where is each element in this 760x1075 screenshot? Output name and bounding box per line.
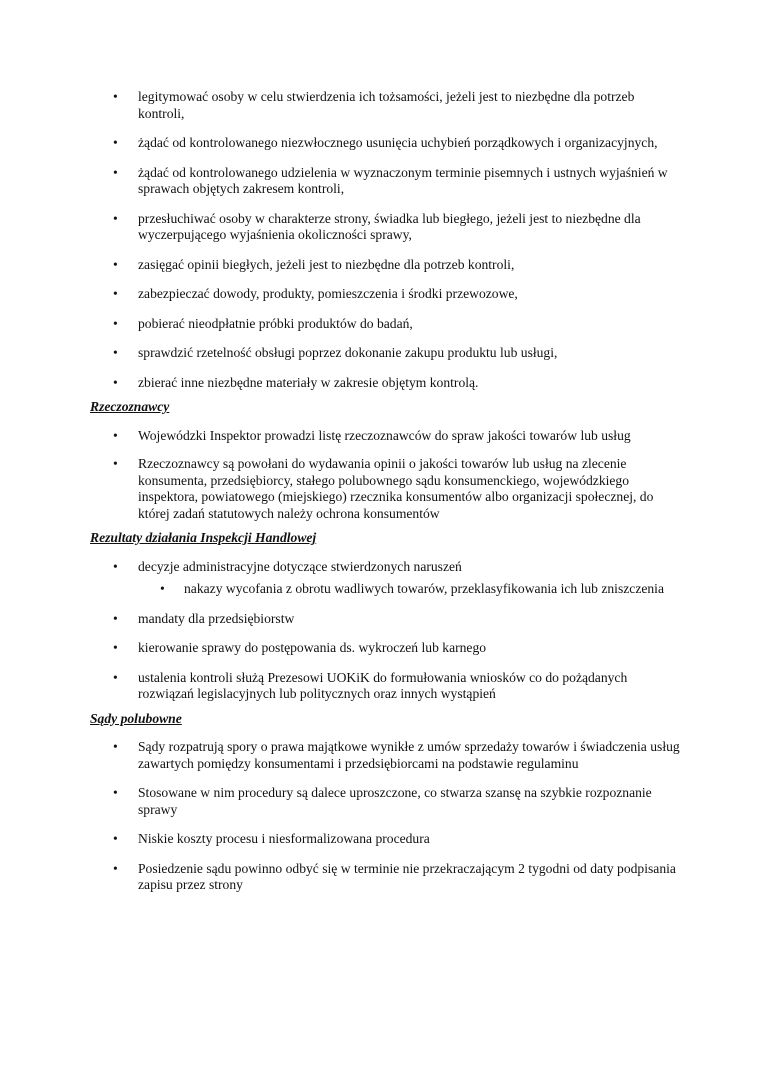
bullet-icon: • (113, 315, 118, 331)
list-item (90, 316, 680, 333)
list-item (90, 89, 680, 122)
bullet-icon: • (113, 210, 118, 226)
document-content (90, 89, 680, 907)
list-item (90, 456, 680, 522)
list-item (90, 135, 680, 152)
list-item (90, 559, 680, 576)
results-list (90, 559, 680, 576)
list-item (90, 428, 680, 445)
list-item-text: kierowanie sprawy do postępowania ds. wykroczeń lub karnego (138, 640, 487, 655)
bullet-icon: • (113, 135, 118, 150)
bullet-icon: • (113, 860, 118, 876)
bullet-icon: • (113, 164, 118, 180)
list-item-text: decyzje administracyjne dotyczące stwierdzonych naruszeń (138, 558, 462, 574)
list-item (90, 861, 680, 894)
list-item-text: Posiedzenie sądu powinno odbyć się w terminie nie przekraczającym 2 tygodni od daty podpisania zapisu przez strony (138, 860, 676, 892)
section-heading-rzeczoznawcy: Rzeczoznawcy (90, 399, 170, 414)
bullet-icon: • (113, 785, 118, 800)
list-item (90, 345, 680, 362)
bullet-icon: • (113, 558, 118, 574)
list-item-text: pobierać nieodpłatnie próbki produktów do badań, (138, 315, 413, 331)
list-item-text: Niskie koszty procesu i niesformalizowana procedura (138, 831, 430, 846)
bullet-icon: • (160, 581, 165, 596)
list-item (90, 611, 680, 628)
list-item-text: zasięgać opinii biegłych, jeżeli jest to niezbędne dla potrzeb kontroli, (138, 256, 515, 272)
bullet-icon: • (113, 739, 118, 754)
list-item-text: przesłuchiwać osoby w charakterze strony, świadka lub biegłego, jeżeli jest to niezbędne dla wyczerpującego wyjaśnienia okoliczności sprawy, (138, 210, 641, 242)
bullet-icon: • (113, 610, 118, 626)
list-item (90, 739, 680, 772)
list-item-text: zbierać inne niezbędne materiały w zakresie objętym kontrolą. (138, 374, 479, 390)
list-item (90, 286, 680, 303)
bullet-icon: • (113, 256, 118, 272)
list-item (90, 670, 680, 703)
bullet-icon: • (113, 669, 118, 685)
bullet-icon: • (113, 831, 118, 846)
results-sublist (90, 581, 680, 598)
list-item-text: Stosowane w nim procedury są dalece uproszczone, co stwarza szansę na szybkie rozpoznanie sprawy (138, 785, 652, 817)
experts-list (90, 428, 680, 523)
list-item (90, 640, 680, 657)
list-item (90, 375, 680, 392)
sub-list-item (90, 581, 680, 598)
bullet-icon: • (113, 89, 118, 104)
bullet-icon: • (113, 456, 118, 471)
list-item (90, 785, 680, 818)
bullet-icon: • (113, 286, 118, 301)
arbitration-courts-list (90, 739, 680, 894)
list-item-text: Wojewódzki Inspektor prowadzi listę rzeczoznawców do spraw jakości towarów lub usług (138, 427, 631, 443)
list-item-text: Rzeczoznawcy są powołani do wydawania opinii o jakości towarów lub usług na zlecenie konsumenta, przedsiębiorcy, stałego polubownego sądu konsumenckiego, wojewódzkiego inspektora, powiatowego (miejskiego) rzecznika konsumentów albo organizacji społecznej, do której zadań statutowych należy ochrona konsumentów (138, 456, 654, 521)
list-item-text: żądać od kontrolowanego udzielenia w wyznaczonym terminie pisemnych i ustnych wyjaśnień w sprawach objętych zakresem kontroli, (138, 164, 668, 196)
list-item-text: ustalenia kontroli służą Prezesowi UOKiK do formułowania wniosków co do pożądanych rozwiązań legislacyjnych lub politycznych oraz innych wystąpień (138, 669, 628, 701)
bullet-icon: • (113, 345, 118, 360)
bullet-icon: • (113, 640, 118, 655)
list-item-text: legitymować osoby w celu stwierdzenia ich tożsamości, jeżeli jest to niezbędne dla potrzeb kontroli, (138, 89, 635, 121)
list-item-text: zabezpieczać dowody, produkty, pomieszczenia i środki przewozowe, (138, 286, 518, 301)
inspection-powers-list (90, 89, 680, 391)
list-item (90, 831, 680, 848)
bullet-icon: • (113, 374, 118, 390)
list-item (90, 257, 680, 274)
list-item-text: Sądy rozpatrują spory o prawa majątkowe wynikłe z umów sprzedaży towarów i świadczenia usług zawartych pomiędzy konsumentami i przedsiębiorcami na podstawie regulaminu (138, 739, 680, 771)
section-heading-rezultaty: Rezultaty działania Inspekcji Handlowej (90, 530, 317, 545)
bullet-icon: • (113, 427, 118, 443)
list-item-text: żądać od kontrolowanego niezwłocznego usunięcia uchybień porządkowych i organizacyjnych, (138, 135, 658, 150)
list-item-text: nakazy wycofania z obrotu wadliwych towarów, przeklasyfikowania ich lub zniszczenia (184, 581, 664, 596)
list-item-text: sprawdzić rzetelność obsługi poprzez dokonanie zakupu produktu lub usługi, (138, 345, 558, 360)
results-list-continued (90, 611, 680, 703)
list-item (90, 165, 680, 198)
list-item-text: mandaty dla przedsiębiorstw (138, 610, 295, 626)
list-item (90, 211, 680, 244)
section-heading-sady: Sądy polubowne (90, 710, 182, 726)
